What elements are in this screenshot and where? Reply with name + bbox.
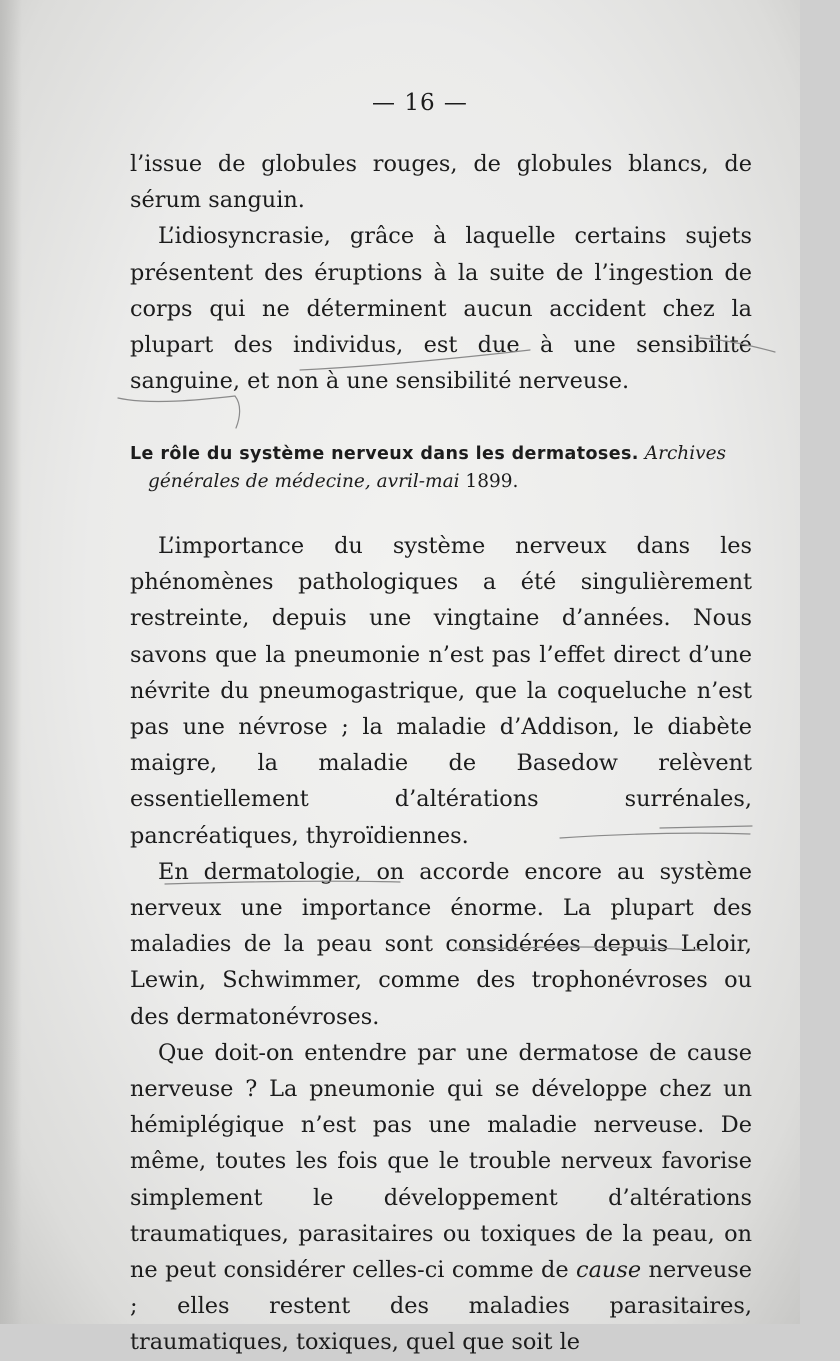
text-block-top — [130, 146, 752, 399]
citation-title: Le rôle du système nerveux dans les dermatoses. — [130, 444, 639, 464]
paragraph-idiosyncrasie: L’idiosyncrasie, grâce à laquelle certains sujets présentent des éruptions à la suite de l’ingestion de corps qui ne déterminent aucun accident chez la plupart des individus, est due à une sensibilité sanguine, et non à une sensibilité nerveuse. — [130, 223, 752, 395]
paragraph-cause-part2: nerveuse ; elles restent des maladies parasitaires, traumatiques, toxiques, quel que soit le — [130, 1257, 752, 1356]
paragraph-dermatologie: En dermatologie, on accorde encore au système nerveux une importance énorme. La plupart des maladies de la peau sont considérées depuis Leloir, Lewin, Schwimmer, comme des trophonévroses ou des dermatonévroses. — [130, 858, 752, 1030]
paragraph-cause-part1: Que doit-on entendre par une dermatose de cause nerveuse ? La pneumonie qui se développe chez un hémiplégique n’est pas une maladie nerveuse. De même, toutes les fois que le trouble nerveux favorise simplement le développement d’altérations traumatiques, parasitaires ou toxiques de la peau, on ne peut considérer celles-ci comme de — [130, 1039, 752, 1284]
citation-source-first: Archives — [644, 443, 727, 464]
paragraph-continuation: l’issue de globules rouges, de globules blancs, de sérum sanguin. — [130, 151, 752, 214]
page-number: — 16 — — [372, 90, 468, 116]
paragraph-importance: L’importance du système nerveux dans les phénomènes pathologiques a été singulièrement restreinte, depuis une vingtaine d’années. Nous savons que la pneumonie n’est pas l’effet direct d’une névrite du pneumogastrique, que la coqueluche n’est pas une névrose ; la maladie d’Addison, le diabète maigre, la maladie de Basedow relèvent essentiellement d’altérations surrénales, pancréatiques, thyroïdiennes. — [130, 533, 752, 849]
paragraph-cause-nerveuse — [130, 1035, 752, 1361]
text-block-main — [130, 528, 752, 1361]
italic-word-cause: cause — [576, 1257, 642, 1284]
pencil-curve-nerveuse — [118, 396, 240, 428]
citation-year: 1899. — [465, 471, 519, 492]
citation-heading — [130, 440, 756, 495]
citation-source-second: générales de médecine, avril-mai — [148, 471, 460, 492]
citation-source-line — [130, 468, 756, 495]
